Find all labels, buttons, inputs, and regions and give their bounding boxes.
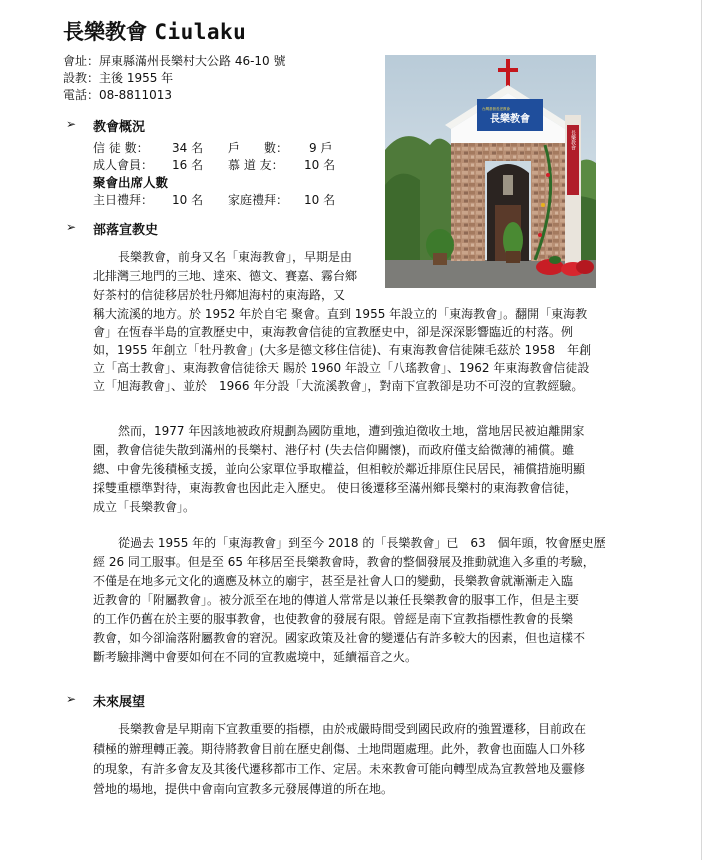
households-value: 9 戶: [309, 141, 333, 155]
history-paragraph-2-line-4: 採雙重標準對待，東海教會也因此走入歷史。 使日後遷移至滿州鄉長樂村的東海教會信徒，: [93, 481, 577, 495]
founded-line: 設教：主後 1955 年: [63, 71, 174, 85]
history-paragraph-2-line-5: 成立「長樂教會」。: [93, 500, 196, 514]
believers-value: 34 名: [172, 141, 204, 155]
title-cjk: 長樂教會: [63, 20, 147, 44]
page-edge-line: [701, 0, 702, 860]
history-paragraph-3-line-7: 斷考驗排灣中會要如何在不同的宣教處境中，延續福音之火。: [93, 650, 418, 664]
sunday-worship-label: 主日禮拜：: [93, 193, 154, 207]
history-paragraph-2-line-1: 然而，1977 年因該地被政府規劃為國防重地，遭到強迫徵收土地，當地居民被迫離開家: [118, 424, 585, 438]
history-paragraph-3-line-5: 的工作仍舊在於主要的服事教會，也使教會的發展有限。曾經是南下宣教指標性教會的長樂: [93, 612, 574, 626]
attendance-heading: 聚會出席人數: [93, 175, 169, 190]
seekers-label: 慕 道 友：: [228, 158, 284, 172]
history-paragraph-1-line-2: 北排灣三地門的三地、達來、德文、賽嘉、霧台鄉: [93, 269, 358, 283]
history-paragraph-3-line-4: 近教會的「附屬教會」。被分派至在地的傳道人常常是以兼任長樂教會的服事工作，但是主要: [93, 593, 580, 607]
history-paragraph-2-line-2: 園，教會信徒失散到滿州的長樂村、港仔村 (失去信仰關懷)，而政府僅支給微薄的補償。雖: [93, 443, 575, 457]
history-paragraph-3-line-3: 不僅是在地多元文化的適應及林立的廟宇，甚至是社會人口的變動，長樂教會就漸漸走入臨: [93, 574, 574, 588]
history-paragraph-1-line-5: 會」在恆春半島的宣教歷史中，東海教會信徒的宣教歷史中，卻是深深影響臨近的村落。例: [93, 325, 574, 339]
adult-members-label: 成人會員：: [93, 158, 154, 172]
church-photo: [385, 55, 596, 288]
history-paragraph-1-line-7: 立「高士教會」、東海教會信徒徐天 賜於 1960 年設立「八瑤教會」、1962 年東海教會信徒設: [93, 361, 590, 375]
section-heading-overview: 教會概況: [93, 120, 146, 135]
future-paragraph-line-3: 的現象，有許多會友及其後代遷移都市工作、定居。未來教會可能向轉型成為宣教營地及靈修: [93, 762, 586, 776]
believers-label: 信 徒 數：: [93, 141, 149, 155]
history-paragraph-3-line-6: 教會，如今卻淪落附屬教會的窘況。國家政策及社會的變遷佔有許多較大的因素，但也這樣不: [93, 631, 586, 645]
history-paragraph-2-line-3: 總、中會先後積極支援，並向公家單位爭取權益，但相較於鄰近排原住民居民，補償措施明顯: [93, 462, 586, 476]
family-worship-value: 10 名: [304, 193, 336, 207]
title-latin: Ciulaku: [154, 20, 247, 44]
bullet-icon: ➢: [66, 220, 77, 234]
future-paragraph-line-2: 積極的辦理轉正義。期待將教會目前在歷史創傷、土地問題處理。此外，教會也面臨人口外移: [93, 742, 586, 756]
page-title: [63, 16, 246, 46]
address-line: 會址：屏東縣滿州長樂村大公路 46-10 號: [63, 54, 286, 68]
history-paragraph-1-line-8: 立「旭海教會」、並於 1966 年分設「大流溪教會」，對南下宣教卻是功不可沒的宣教經驗。: [93, 379, 584, 393]
future-paragraph-line-1: 長樂教會是早期南下宣教重要的指標，由於戒嚴時間受到國民政府的強置遷移，目前政在: [118, 722, 587, 736]
history-paragraph-1-line-1: 長樂教會，前身又名「東海教會」，早期是由: [118, 250, 353, 264]
church-photo-illustration: [385, 55, 596, 288]
history-paragraph-3-line-1: 從過去 1955 年的「東海教會」到至今 2018 的「長樂教會」已 63 個年頭，牧會歷史歷: [118, 536, 606, 550]
households-label: 戶 數：: [228, 141, 289, 155]
section-heading-future: 未來展望: [93, 695, 146, 710]
bullet-icon: ➢: [66, 692, 77, 706]
bullet-icon: ➢: [66, 117, 77, 131]
photo-pillar-text: 長樂教會: [570, 130, 576, 150]
phone-line: 電話：08-8811013: [63, 88, 173, 102]
photo-sign-side-text: 台灣基督長老教會: [482, 107, 510, 111]
history-paragraph-1-line-6: 如，1955 年創立「牡丹教會」(大多是德文移住信徒)、有東海教會信徒陳毛茲於 1958 年創: [93, 343, 592, 357]
history-paragraph-1-line-4: 稱大流溪的地方。於 1952 年於自宅 聚會。直到 1955 年設立的「東海教會」。翻開「東海教: [93, 307, 588, 321]
adult-members-value: 16 名: [172, 158, 204, 172]
section-heading-history: 部落宣教史: [93, 223, 159, 238]
future-paragraph-line-4: 營地的場地，提供中會南向宣教多元發展傳道的所在地。: [93, 782, 394, 796]
sunday-worship-value: 10 名: [172, 193, 204, 207]
history-paragraph-1-line-3: 好茶村的信徒移居於牡丹鄉旭海村的東海路，又: [93, 288, 346, 302]
history-paragraph-3-line-2: 經 26 同工服事。但是至 65 年移居至長樂教會時，教會的整個發展及推動就進入多重的考驗，: [93, 555, 595, 569]
family-worship-label: 家庭禮拜：: [228, 193, 289, 207]
seekers-value: 10 名: [304, 158, 336, 172]
photo-sign-text: 長樂教會: [490, 114, 530, 125]
